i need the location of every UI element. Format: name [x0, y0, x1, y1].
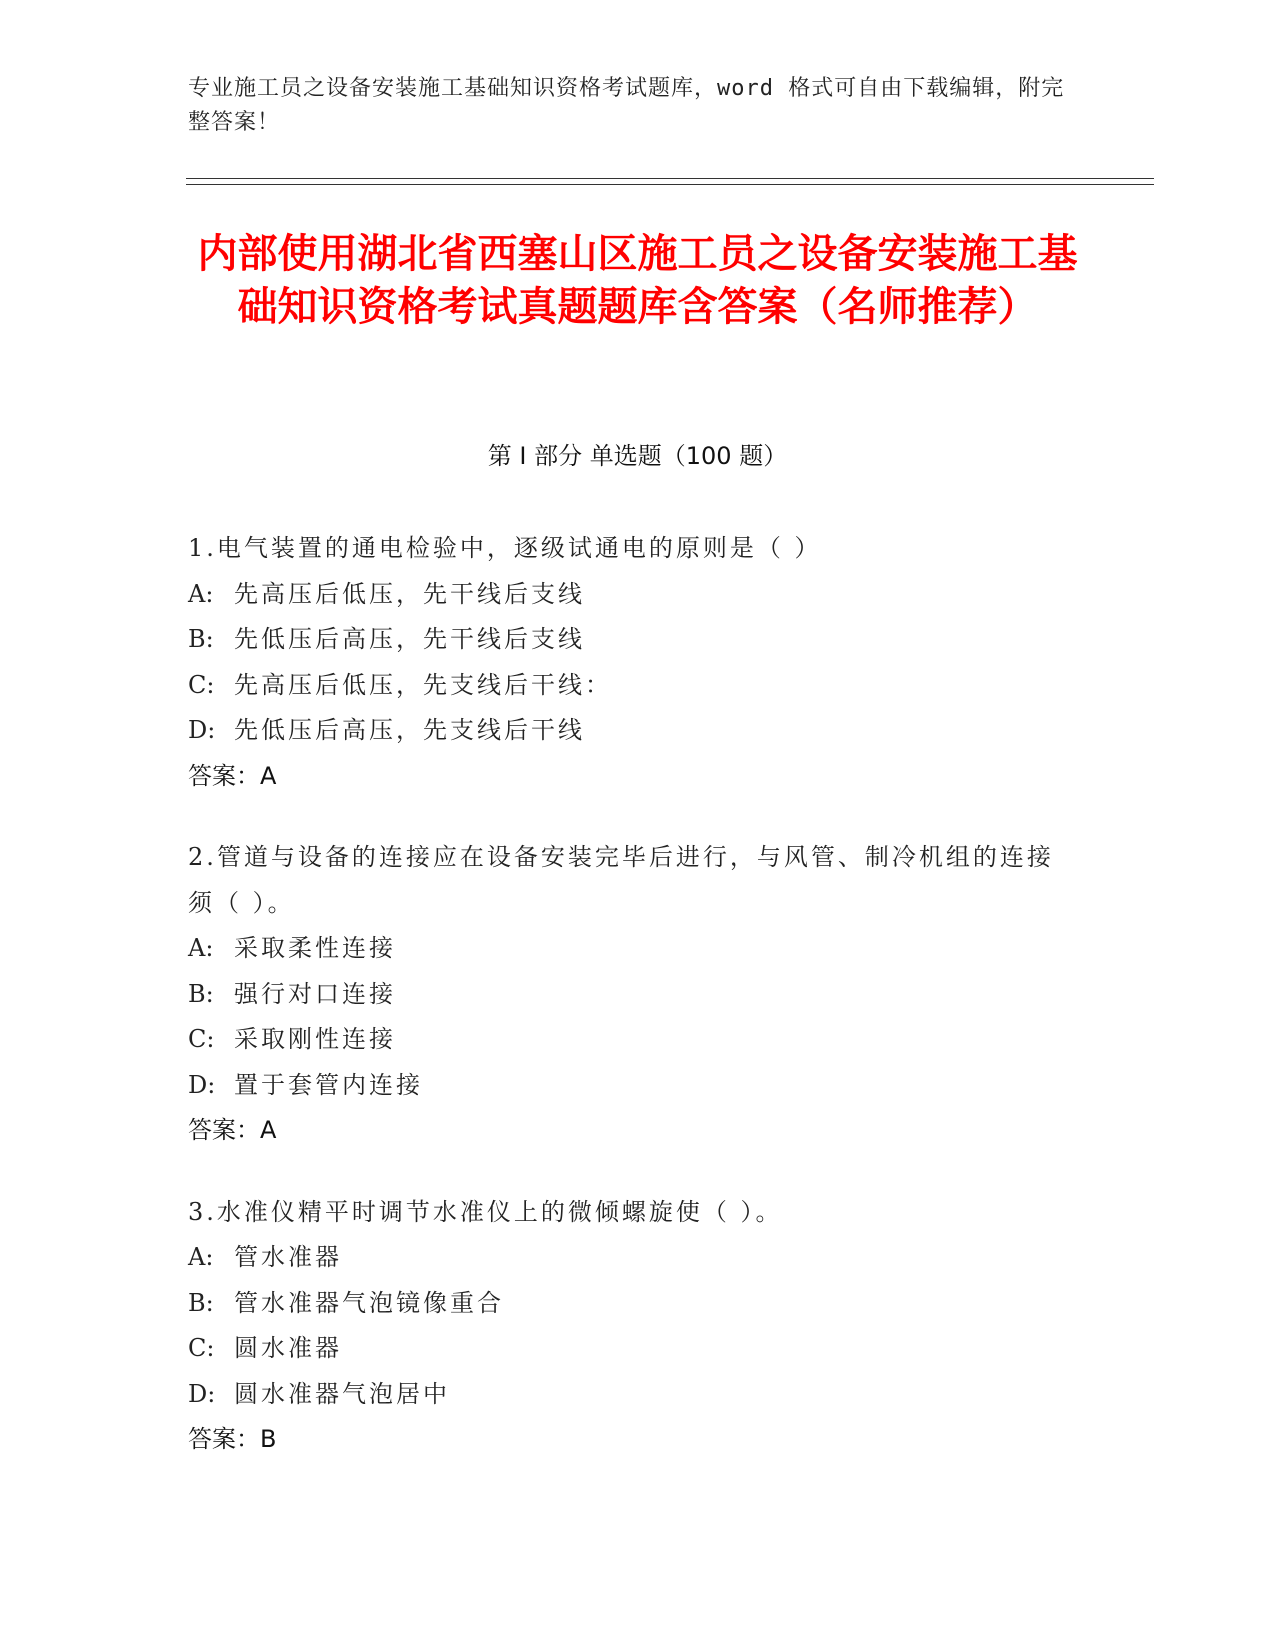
option-text: 先低压后高压，先支线后干线	[234, 716, 585, 744]
question-answer: 答案：A	[188, 1116, 277, 1144]
option-text: 采取柔性连接	[234, 934, 396, 962]
option-d	[188, 1063, 1068, 1109]
option-b	[188, 1281, 1068, 1327]
question-1	[188, 526, 1068, 799]
question-stem: 2.管道与设备的连接应在设备安装完毕后进行，与风管、制冷机组的连接须（ ）。	[188, 843, 1054, 917]
question-2	[188, 835, 1068, 1154]
question-stem: 3.水准仪精平时调节水准仪上的微倾螺旋使（ ）。	[188, 1197, 783, 1226]
option-b	[188, 972, 1068, 1018]
document-title: 内部使用湖北省西塞山区施工员之设备安装施工基础知识资格考试真题题库含答案（名师推荐）	[197, 231, 1078, 330]
option-d	[188, 708, 1068, 754]
option-letter: C:	[188, 1025, 215, 1053]
option-c	[188, 1017, 1068, 1063]
option-text: 先高压后低压，先支线后干线：	[234, 670, 612, 699]
option-text: 先低压后高压，先干线后支线	[234, 625, 585, 653]
header-divider-bottom	[186, 184, 1154, 185]
option-b	[188, 617, 1068, 663]
option-letter: B:	[188, 625, 214, 653]
question-stem: 1.电气装置的通电检验中，逐级试通电的原则是（ ）	[188, 534, 822, 562]
option-letter: A:	[188, 1243, 214, 1271]
option-text: 强行对口连接	[234, 979, 396, 1008]
option-letter: D:	[188, 1070, 216, 1099]
option-text: 先高压后低压，先干线后支线	[234, 579, 585, 608]
option-letter: D:	[188, 716, 216, 744]
question-3	[188, 1190, 1068, 1463]
option-text: 圆水准器气泡居中	[234, 1379, 450, 1408]
option-letter: A:	[188, 579, 214, 608]
header-divider-top	[186, 178, 1154, 179]
option-a	[188, 572, 1068, 618]
option-c	[188, 1326, 1068, 1372]
option-text: 置于套管内连接	[234, 1070, 423, 1099]
question-list	[188, 526, 1068, 1499]
option-letter: B:	[188, 979, 214, 1008]
section-title: 第 I 部分 单选题（100 题）	[487, 442, 788, 470]
option-text: 圆水准器	[234, 1334, 342, 1362]
option-a	[188, 926, 1068, 972]
option-text: 采取刚性连接	[234, 1025, 396, 1053]
option-letter: C:	[188, 1334, 215, 1362]
option-a	[188, 1235, 1068, 1281]
option-letter: D:	[188, 1379, 216, 1408]
option-c	[188, 663, 1068, 709]
header-note: 专业施工员之设备安装施工基础知识资格考试题库，word 格式可自由下载编辑，附完整答案！	[188, 76, 1065, 135]
option-d	[188, 1372, 1068, 1418]
option-letter: A:	[188, 934, 214, 962]
option-text: 管水准器	[234, 1243, 342, 1271]
question-answer: 答案：A	[188, 761, 277, 790]
option-letter: C:	[188, 670, 215, 699]
option-text: 管水准器气泡镜像重合	[234, 1288, 504, 1317]
option-letter: B:	[188, 1288, 214, 1317]
question-answer: 答案：B	[188, 1425, 277, 1453]
